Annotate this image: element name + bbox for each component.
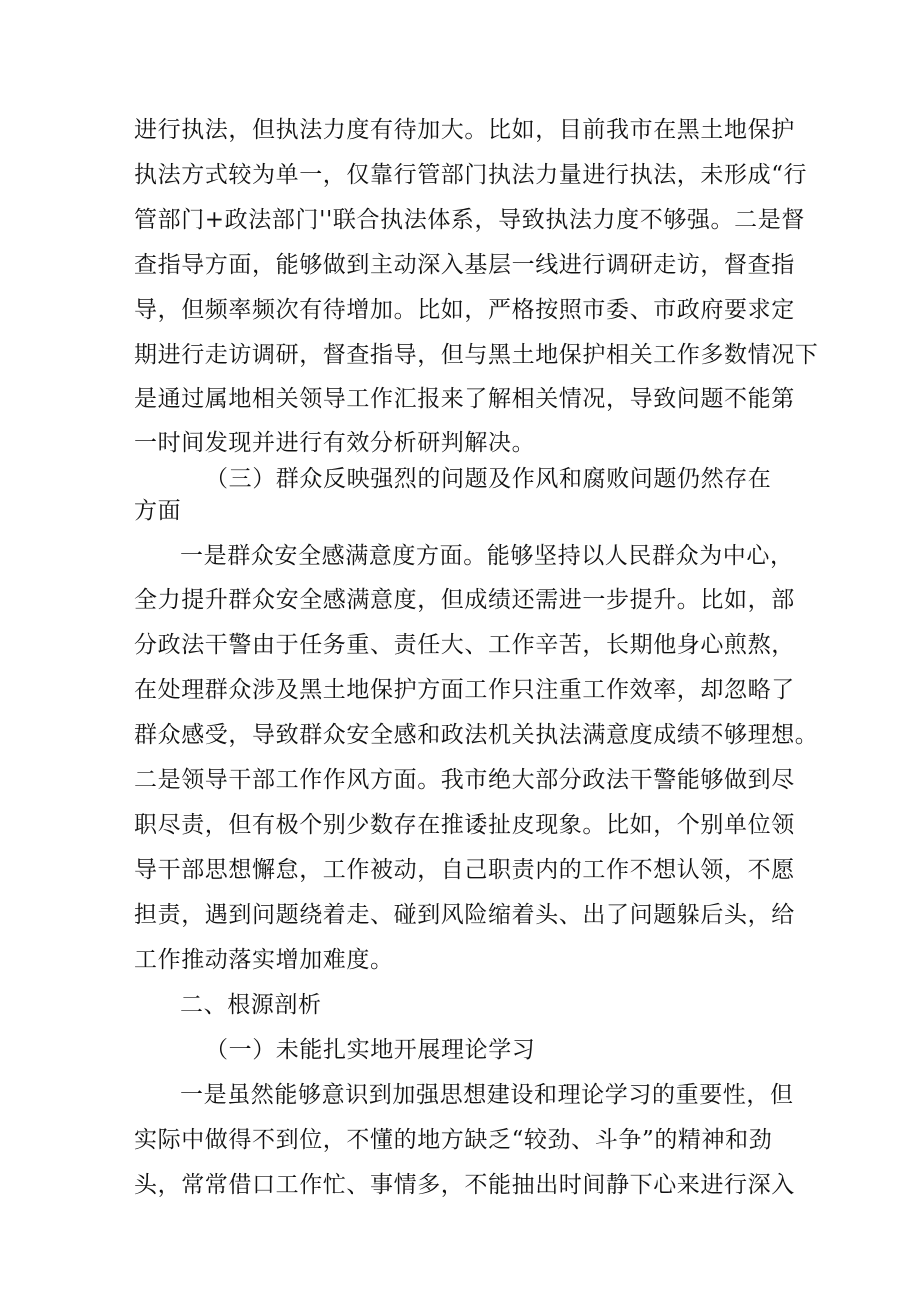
text-line: 一时间发现并进行有效分析研判解决。	[134, 430, 536, 456]
text-line: 一是群众安全感满意度方面。能够坚持以人民群众为中心，	[180, 543, 794, 569]
text-line: 职尽责，但有极个别少数存在推诿扯皮现象。比如，个别单位领	[134, 812, 795, 838]
text-line: 期进行走访调研，督查指导，但与黑土地保护相关工作多数情况下	[134, 342, 819, 368]
text-line: 工作推动落实增加难度。	[134, 947, 394, 973]
text-line: 实际中做得不到位，不懂的地方缺乏“较劲、斗争”的精神和劲	[134, 1127, 773, 1153]
text-line: 担责，遇到问题绕着走、碰到风险缩着头、出了问题躲后头，给	[134, 902, 795, 928]
text-line: 全力提升群众安全感满意度，但成绩还需进一步提升。比如，部	[134, 587, 795, 613]
text-line: 一是虽然能够意识到加强思想建设和理论学习的重要性，但	[180, 1082, 794, 1108]
text-line: 是通过属地相关领导工作汇报来了解相关情况，导致问题不能第	[134, 386, 795, 412]
section-heading: 二、根源剖析	[180, 992, 322, 1018]
text-line: 进行执法，但执法力度有待加大。比如，目前我市在黑土地保护	[134, 117, 795, 143]
section-heading-continuation: 方面	[134, 498, 182, 524]
text-line: 查指导方面，能够做到主动深入基层一线进行调研走访，督查指	[134, 252, 795, 278]
text-line: 执法方式较为单一，仅靠行管部门执法力量进行执法，未形成“行	[134, 162, 808, 188]
text-line: 管部门+政法部门''联合执法体系，导致执法力度不够强。二是督	[134, 207, 805, 233]
text-line: 导，但频率频次有待增加。比如，严格按照市委、市政府要求定	[134, 297, 795, 323]
section-heading: （三）群众反映强烈的问题及作风和腐败问题仍然存在	[205, 466, 772, 492]
text-line: 分政法干警由于任务重、责任大、工作辛苦，长期他身心煎熬，	[134, 632, 795, 658]
text-line: 二是领导干部工作作风方面。我市绝大部分政法干警能够做到尽	[134, 767, 795, 793]
text-line: 导干部思想懈怠，工作被动，自己职责内的工作不想认领，不愿	[134, 857, 795, 883]
text-line: 群众感受，导致群众安全感和政法机关执法满意度成绩不够理想。	[134, 722, 819, 748]
text-line: 头，常常借口工作忙、事情多，不能抽出时间静下心来进行深入	[134, 1172, 795, 1198]
text-line: 在处理群众涉及黑土地保护方面工作只注重工作效率，却忽略了	[134, 677, 795, 703]
subsection-heading: （一）未能扎实地开展理论学习	[205, 1037, 536, 1063]
